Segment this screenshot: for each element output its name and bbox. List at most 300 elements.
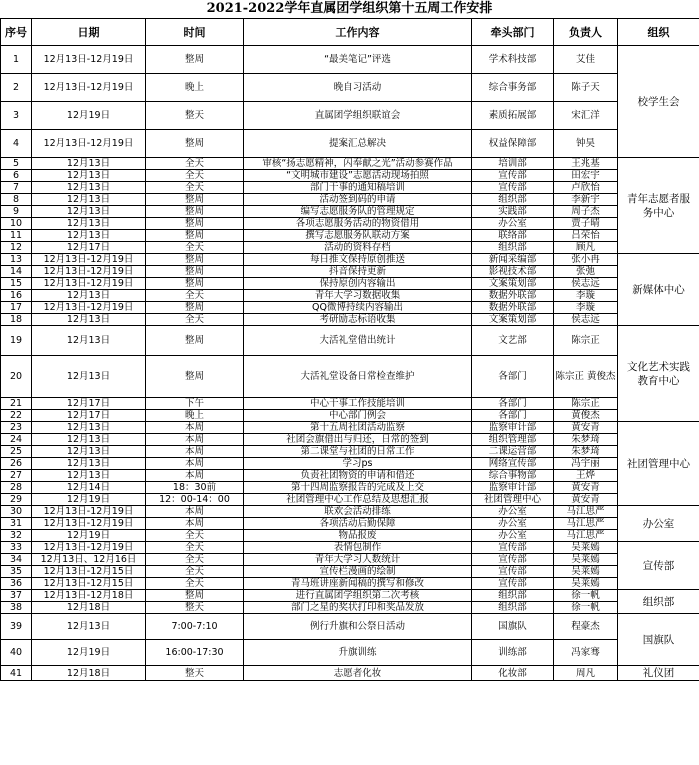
table-row	[1, 278, 699, 290]
group-cell: 新媒体中心	[618, 254, 699, 326]
row-time: 整周	[146, 356, 244, 398]
row-content: “最美笔记”评选	[244, 46, 472, 74]
row-content: 撰写志愿服务队联动方案	[244, 230, 472, 242]
row-dept: 组织管理部	[472, 434, 554, 446]
row-time: 全天	[146, 554, 244, 566]
row-date: 12月19日	[32, 640, 146, 666]
row-no: 35	[1, 566, 32, 578]
table-row	[1, 506, 699, 518]
table-row	[1, 590, 699, 602]
table-row	[1, 326, 699, 356]
row-dept: 权益保障部	[472, 130, 554, 158]
table-row	[1, 102, 699, 130]
row-no: 17	[1, 302, 32, 314]
row-person: 吴莱嫣	[554, 566, 618, 578]
row-date: 12月13日-12月19日	[32, 46, 146, 74]
row-person: 吴莱嫣	[554, 554, 618, 566]
group-cell: 组织部	[618, 590, 699, 614]
row-no: 25	[1, 446, 32, 458]
group-cell: 校学生会	[618, 46, 699, 158]
row-dept: 训练部	[472, 640, 554, 666]
row-no: 20	[1, 356, 32, 398]
row-dept: 监察审计部	[472, 422, 554, 434]
row-content: 审核“扬志愿精神，闪奉献之光”活动参赛作品	[244, 158, 472, 170]
row-content: 社团会旗借出与归还，日常的签到	[244, 434, 472, 446]
row-date: 12月13日	[32, 290, 146, 302]
row-date: 12月13日-12月19日	[32, 542, 146, 554]
row-date: 12月13日	[32, 182, 146, 194]
group-cell: 文化艺术实践教育中心	[618, 326, 699, 422]
row-content: 第二课堂与社团的日常工作	[244, 446, 472, 458]
row-no: 11	[1, 230, 32, 242]
row-person: 李新宇	[554, 194, 618, 206]
table-row	[1, 206, 699, 218]
table-row	[1, 242, 699, 254]
row-content: 宣传栏漫画的绘制	[244, 566, 472, 578]
row-content: 表情包制作	[244, 542, 472, 554]
row-no: 16	[1, 290, 32, 302]
row-person: 张弛	[554, 266, 618, 278]
row-person: 朱梦琦	[554, 446, 618, 458]
row-no: 4	[1, 130, 32, 158]
group-cell: 办公室	[618, 506, 699, 542]
row-content: 进行直属团学组织第二次考核	[244, 590, 472, 602]
row-content: 中心部门例会	[244, 410, 472, 422]
row-dept: 组织部	[472, 194, 554, 206]
table-row	[1, 518, 699, 530]
row-no: 23	[1, 422, 32, 434]
row-time: 全天	[146, 170, 244, 182]
row-content: 青年大学习数据收集	[244, 290, 472, 302]
table-row	[1, 530, 699, 542]
table-row	[1, 74, 699, 102]
row-no: 41	[1, 666, 32, 681]
row-no: 30	[1, 506, 32, 518]
row-time: 全天	[146, 290, 244, 302]
row-dept: 数据外联部	[472, 302, 554, 314]
row-content: 编写志愿服务队的管理规定	[244, 206, 472, 218]
row-date: 12月13日、12月16日	[32, 554, 146, 566]
row-date: 12月13日-12月19日	[32, 74, 146, 102]
row-person: 徐一帆	[554, 602, 618, 614]
row-no: 24	[1, 434, 32, 446]
row-content: 活动的资料存档	[244, 242, 472, 254]
row-person: 黄俊杰	[554, 410, 618, 422]
row-time: 全天	[146, 182, 244, 194]
row-content: 志愿者化妆	[244, 666, 472, 681]
row-no: 2	[1, 74, 32, 102]
table-row	[1, 410, 699, 422]
page-title: 2021-2022学年直属团学组织第十五周工作安排	[206, 1, 493, 16]
row-person: 艾佳	[554, 46, 618, 74]
row-time: 本周	[146, 434, 244, 446]
row-date: 12月13日	[32, 446, 146, 458]
row-dept: 数据外联部	[472, 290, 554, 302]
row-person: 侯志远	[554, 278, 618, 290]
row-person: 冯宇丽	[554, 458, 618, 470]
row-date: 12月13日-12月19日	[32, 254, 146, 266]
table-row	[1, 356, 699, 398]
row-no: 32	[1, 530, 32, 542]
row-dept: 学术科技部	[472, 46, 554, 74]
row-time: 整周	[146, 278, 244, 290]
row-time: 16:00-17:30	[146, 640, 244, 666]
row-person: 陈子天	[554, 74, 618, 102]
row-content: 部门之星的奖状打印和奖品发放	[244, 602, 472, 614]
table-row	[1, 578, 699, 590]
row-time: 18：30前	[146, 482, 244, 494]
row-dept: 办公室	[472, 506, 554, 518]
row-content: 升旗训练	[244, 640, 472, 666]
row-date: 12月17日	[32, 410, 146, 422]
row-no: 12	[1, 242, 32, 254]
row-date: 12月13日	[32, 614, 146, 640]
row-content: 青年大学习人数统计	[244, 554, 472, 566]
table-row	[1, 266, 699, 278]
header-row	[1, 19, 699, 46]
table-row	[1, 494, 699, 506]
row-date: 12月13日-12月15日	[32, 566, 146, 578]
row-date: 12月14日	[32, 482, 146, 494]
row-no: 28	[1, 482, 32, 494]
row-time: 晚上	[146, 410, 244, 422]
row-no: 9	[1, 206, 32, 218]
row-time: 整周	[146, 206, 244, 218]
row-no: 31	[1, 518, 32, 530]
row-content: “文明城市建设”志愿活动现场拍照	[244, 170, 472, 182]
row-dept: 宣传部	[472, 578, 554, 590]
row-date: 12月13日	[32, 158, 146, 170]
row-person: 周子杰	[554, 206, 618, 218]
row-time: 本周	[146, 470, 244, 482]
row-person: 陈宗正	[554, 398, 618, 410]
row-time: 全天	[146, 566, 244, 578]
table-row	[1, 666, 699, 681]
row-content: 晚自习活动	[244, 74, 472, 102]
row-content: 大活礼堂借出统计	[244, 326, 472, 356]
row-no: 8	[1, 194, 32, 206]
row-date: 12月13日	[32, 230, 146, 242]
row-date: 12月13日-12月19日	[32, 518, 146, 530]
group-cell: 宣传部	[618, 542, 699, 590]
row-date: 12月13日-12月19日	[32, 278, 146, 290]
row-time: 整天	[146, 102, 244, 130]
row-person: 陈宗正 黄俊杰	[554, 356, 618, 398]
row-no: 38	[1, 602, 32, 614]
table-row	[1, 290, 699, 302]
table-row	[1, 302, 699, 314]
row-dept: 宣传部	[472, 542, 554, 554]
row-dept: 实践部	[472, 206, 554, 218]
row-dept: 综合事物部	[472, 470, 554, 482]
row-content: 负责社团物资的申请和借还	[244, 470, 472, 482]
row-no: 22	[1, 410, 32, 422]
row-person: 黄安青	[554, 422, 618, 434]
row-content: 直属团学组织联谊会	[244, 102, 472, 130]
row-time: 本周	[146, 458, 244, 470]
row-content: 学习ps	[244, 458, 472, 470]
row-content: 社团管理中心工作总结及思想汇报	[244, 494, 472, 506]
row-content: 提案汇总解决	[244, 130, 472, 158]
row-date: 12月13日	[32, 356, 146, 398]
row-time: 本周	[146, 422, 244, 434]
row-content: 第十四周监察报告的完成及上交	[244, 482, 472, 494]
table-row	[1, 640, 699, 666]
row-no: 40	[1, 640, 32, 666]
row-date: 12月13日	[32, 170, 146, 182]
row-dept: 素质拓展部	[472, 102, 554, 130]
row-time: 整天	[146, 602, 244, 614]
header-group: 组织	[618, 19, 699, 46]
row-date: 12月13日	[32, 218, 146, 230]
row-person: 周凡	[554, 666, 618, 681]
row-no: 3	[1, 102, 32, 130]
row-content: 中心干事工作技能培训	[244, 398, 472, 410]
row-person: 吕荣怡	[554, 230, 618, 242]
row-person: 马江思严	[554, 506, 618, 518]
row-date: 12月17日	[32, 242, 146, 254]
row-time: 全天	[146, 542, 244, 554]
row-no: 33	[1, 542, 32, 554]
row-dept: 二课运营部	[472, 446, 554, 458]
row-content: 大活礼堂设备日常检查维护	[244, 356, 472, 398]
row-person: 顾凡	[554, 242, 618, 254]
row-date: 12月13日-12月15日	[32, 578, 146, 590]
group-cell: 社团管理中心	[618, 422, 699, 506]
table-row	[1, 158, 699, 170]
row-time: 12：00-14：00	[146, 494, 244, 506]
row-no: 19	[1, 326, 32, 356]
row-dept: 组织部	[472, 590, 554, 602]
header-content: 工作内容	[244, 19, 472, 46]
row-date: 12月13日-12月18日	[32, 590, 146, 602]
row-no: 10	[1, 218, 32, 230]
row-person: 侯志远	[554, 314, 618, 326]
row-time: 整周	[146, 194, 244, 206]
row-time: 整周	[146, 218, 244, 230]
row-time: 全天	[146, 530, 244, 542]
row-date: 12月19日	[32, 530, 146, 542]
row-no: 36	[1, 578, 32, 590]
row-time: 整周	[146, 230, 244, 242]
row-dept: 网络宣传部	[472, 458, 554, 470]
row-person: 马江思严	[554, 530, 618, 542]
row-person: 宋汇洋	[554, 102, 618, 130]
row-dept: 各部门	[472, 410, 554, 422]
row-content: 每日推文保持原创推送	[244, 254, 472, 266]
row-time: 整周	[146, 590, 244, 602]
row-date: 12月17日	[32, 398, 146, 410]
row-person: 陈宗正	[554, 326, 618, 356]
row-dept: 组织部	[472, 242, 554, 254]
row-person: 冯家骞	[554, 640, 618, 666]
row-time: 整周	[146, 130, 244, 158]
row-person: 李璇	[554, 302, 618, 314]
row-no: 37	[1, 590, 32, 602]
row-date: 12月13日-12月19日	[32, 130, 146, 158]
row-dept: 宣传部	[472, 170, 554, 182]
row-dept: 影视技术部	[472, 266, 554, 278]
row-dept: 办公室	[472, 218, 554, 230]
row-person: 王兆基	[554, 158, 618, 170]
row-content: 第十五周社团活动监察	[244, 422, 472, 434]
row-no: 1	[1, 46, 32, 74]
group-cell: 礼仪团	[618, 666, 699, 681]
row-time: 本周	[146, 506, 244, 518]
row-dept: 社团管理中心	[472, 494, 554, 506]
row-dept: 办公室	[472, 518, 554, 530]
row-date: 12月13日	[32, 206, 146, 218]
row-person: 黄安青	[554, 482, 618, 494]
row-no: 7	[1, 182, 32, 194]
row-content: 考研励志标语收集	[244, 314, 472, 326]
row-no: 18	[1, 314, 32, 326]
header-person: 负责人	[554, 19, 618, 46]
row-content: QQ微博持续内容输出	[244, 302, 472, 314]
row-no: 34	[1, 554, 32, 566]
row-person: 张小冉	[554, 254, 618, 266]
table-row	[1, 422, 699, 434]
table-row	[1, 254, 699, 266]
group-cell: 国旗队	[618, 614, 699, 666]
row-date: 12月13日-12月19日	[32, 506, 146, 518]
table-row	[1, 194, 699, 206]
row-content: 部门干事的通知稿培训	[244, 182, 472, 194]
table-row	[1, 458, 699, 470]
table-row	[1, 130, 699, 158]
row-date: 12月19日	[32, 494, 146, 506]
row-time: 7:00-7:10	[146, 614, 244, 640]
row-person: 马江思严	[554, 518, 618, 530]
row-time: 整天	[146, 666, 244, 681]
row-time: 全天	[146, 242, 244, 254]
row-content: 抖音保持更新	[244, 266, 472, 278]
row-time: 下午	[146, 398, 244, 410]
row-date: 12月18日	[32, 666, 146, 681]
table-row	[1, 398, 699, 410]
row-no: 27	[1, 470, 32, 482]
row-no: 13	[1, 254, 32, 266]
row-person: 吴莱嫣	[554, 542, 618, 554]
row-person: 黄安青	[554, 494, 618, 506]
row-dept: 文艺部	[472, 326, 554, 356]
row-content: 联欢会活动排练	[244, 506, 472, 518]
row-person: 吴莱嫣	[554, 578, 618, 590]
row-time: 本周	[146, 446, 244, 458]
table-row	[1, 314, 699, 326]
row-date: 12月13日	[32, 470, 146, 482]
schedule-table	[0, 18, 699, 681]
table-row	[1, 542, 699, 554]
row-date: 12月13日	[32, 434, 146, 446]
row-content: 各项志愿服务活动的物资借用	[244, 218, 472, 230]
row-time: 本周	[146, 518, 244, 530]
row-person: 程豪杰	[554, 614, 618, 640]
header-no: 序号	[1, 19, 32, 46]
row-dept: 综合事务部	[472, 74, 554, 102]
table-row	[1, 470, 699, 482]
row-person: 朱梦琦	[554, 434, 618, 446]
row-time: 整周	[146, 326, 244, 356]
row-no: 6	[1, 170, 32, 182]
row-dept: 联络部	[472, 230, 554, 242]
header-date: 日期	[32, 19, 146, 46]
row-content: 物品报废	[244, 530, 472, 542]
row-no: 39	[1, 614, 32, 640]
table-row	[1, 482, 699, 494]
table-row	[1, 566, 699, 578]
row-dept: 各部门	[472, 356, 554, 398]
row-person: 钟昊	[554, 130, 618, 158]
row-dept: 宣传部	[472, 554, 554, 566]
row-no: 26	[1, 458, 32, 470]
table-row	[1, 602, 699, 614]
row-time: 整周	[146, 46, 244, 74]
header-time: 时间	[146, 19, 244, 46]
row-date: 12月13日	[32, 422, 146, 434]
row-date: 12月13日	[32, 458, 146, 470]
table-row	[1, 182, 699, 194]
row-date: 12月13日	[32, 314, 146, 326]
row-time: 整周	[146, 254, 244, 266]
table-row	[1, 230, 699, 242]
row-dept: 宣传部	[472, 182, 554, 194]
table-row	[1, 434, 699, 446]
row-dept: 化妆部	[472, 666, 554, 681]
row-dept: 各部门	[472, 398, 554, 410]
row-dept: 文案策划部	[472, 314, 554, 326]
table-row	[1, 614, 699, 640]
header-dept: 牵头部门	[472, 19, 554, 46]
table-row	[1, 218, 699, 230]
table-row	[1, 46, 699, 74]
row-person: 田宏宇	[554, 170, 618, 182]
row-dept: 宣传部	[472, 566, 554, 578]
table-row	[1, 446, 699, 458]
row-content: 青马班讲座新闻稿的撰写和修改	[244, 578, 472, 590]
row-no: 15	[1, 278, 32, 290]
row-person: 王烨	[554, 470, 618, 482]
row-no: 21	[1, 398, 32, 410]
row-person: 卢欣怡	[554, 182, 618, 194]
row-content: 例行升旗和公祭日活动	[244, 614, 472, 640]
row-person: 贾子晴	[554, 218, 618, 230]
row-person: 李璇	[554, 290, 618, 302]
row-person: 徐一帆	[554, 590, 618, 602]
row-time: 全天	[146, 158, 244, 170]
row-date: 12月13日	[32, 194, 146, 206]
row-no: 29	[1, 494, 32, 506]
row-date: 12月13日	[32, 326, 146, 356]
table-row	[1, 554, 699, 566]
table-row	[1, 170, 699, 182]
row-no: 5	[1, 158, 32, 170]
row-dept: 培训部	[472, 158, 554, 170]
row-date: 12月13日-12月19日	[32, 266, 146, 278]
row-time: 整周	[146, 266, 244, 278]
row-content: 活动签到码的申请	[244, 194, 472, 206]
row-time: 全天	[146, 314, 244, 326]
row-content: 保持原创内容输出	[244, 278, 472, 290]
row-time: 整周	[146, 302, 244, 314]
row-dept: 组织部	[472, 602, 554, 614]
row-content: 各项活动后勤保障	[244, 518, 472, 530]
row-date: 12月13日-12月19日	[32, 302, 146, 314]
row-dept: 新闻采编部	[472, 254, 554, 266]
row-dept: 办公室	[472, 530, 554, 542]
row-dept: 监察审计部	[472, 482, 554, 494]
row-dept: 文案策划部	[472, 278, 554, 290]
